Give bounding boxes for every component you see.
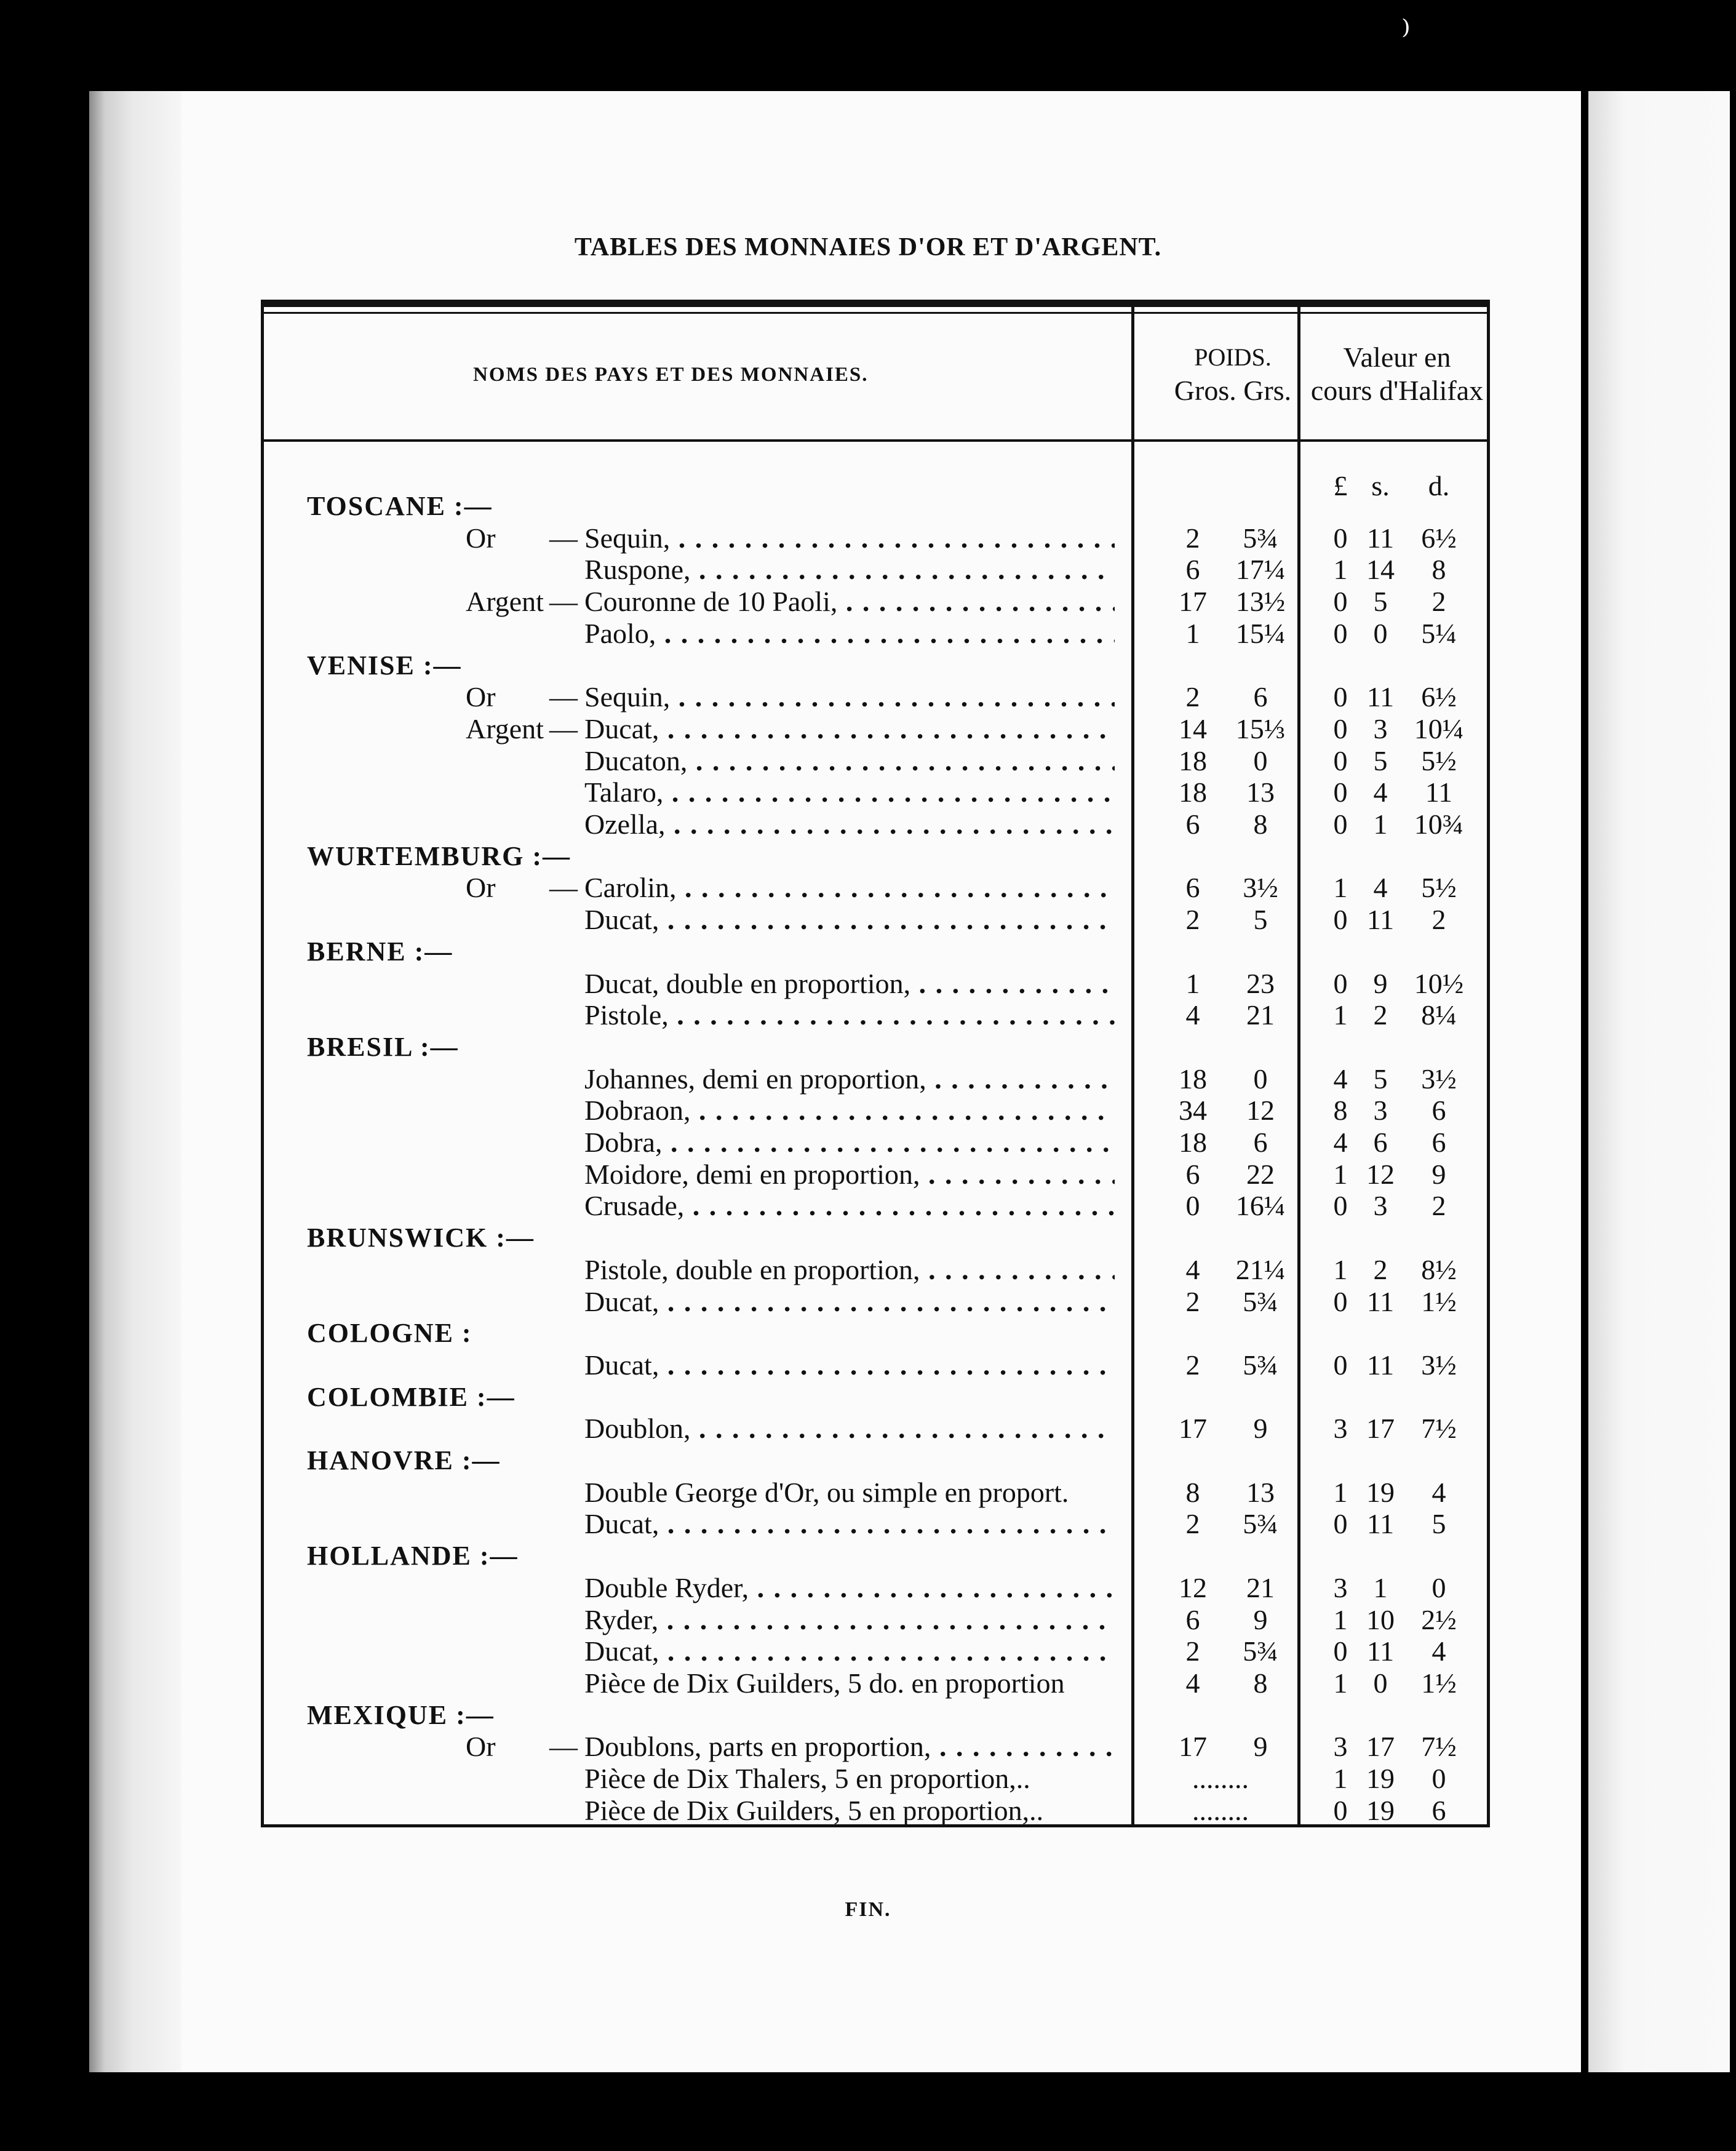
- country-heading-row: [264, 1540, 1493, 1572]
- metal-label: Or: [466, 872, 496, 904]
- weight-gros: 1: [1185, 967, 1200, 999]
- value-pounds: 3: [1333, 1731, 1348, 1763]
- weight-grains: 15¼: [1235, 617, 1286, 649]
- header-rule: [264, 439, 1487, 442]
- weight-grains: 5¾: [1243, 1285, 1278, 1317]
- weight-grains: 3½: [1243, 872, 1278, 904]
- value-pence: 5½: [1421, 872, 1457, 904]
- metal-dash: —: [549, 522, 578, 554]
- value-pence: 6: [1431, 1095, 1446, 1127]
- value-pence: 3½: [1421, 1349, 1457, 1381]
- coin-name: Dobra, . . .: [584, 1127, 1115, 1159]
- coin-name: Ducaton, . . .: [584, 745, 1115, 777]
- table-row: [264, 745, 1493, 777]
- value-pence: 10½: [1414, 967, 1464, 999]
- value-pence: 8: [1431, 554, 1446, 586]
- value-shillings: 17: [1366, 1731, 1395, 1763]
- table-row: [264, 904, 1493, 936]
- weight-dots: ........: [1192, 1794, 1249, 1826]
- value-shillings: 19: [1366, 1476, 1395, 1508]
- weight-grains: 21¼: [1235, 1253, 1286, 1285]
- coin-name: Double George d'Or, ou simple en proport.: [584, 1476, 1069, 1508]
- weight-grains: 5¾: [1243, 1508, 1278, 1540]
- value-pence: 5¼: [1421, 617, 1457, 649]
- weight-grains: 0: [1253, 744, 1268, 776]
- weight-gros: 4: [1185, 1667, 1200, 1699]
- country-heading-row: [264, 1317, 1493, 1349]
- value-pounds: 1: [1333, 1476, 1348, 1508]
- value-pounds: 0: [1333, 1794, 1348, 1826]
- table-row: [264, 618, 1493, 650]
- weight-gros: 2: [1185, 522, 1200, 554]
- adjacent-page-edge: [1588, 91, 1730, 2072]
- table-row: [264, 586, 1493, 618]
- value-pounds: 1: [1333, 1253, 1348, 1285]
- value-shillings: 12: [1366, 1158, 1395, 1190]
- value-shillings: 5: [1373, 586, 1388, 618]
- value-pence: 10¼: [1414, 712, 1464, 744]
- weight-grains: 12: [1246, 1095, 1275, 1127]
- value-shillings: 11: [1366, 522, 1395, 554]
- table-row: [264, 1763, 1493, 1795]
- weight-gros: 14: [1179, 712, 1207, 744]
- table-row: [264, 1413, 1493, 1445]
- weight-grains: 9: [1253, 1413, 1268, 1445]
- metal-dash: —: [549, 1731, 578, 1763]
- value-pounds: 0: [1333, 967, 1348, 999]
- table-row: [264, 968, 1493, 1000]
- value-pence: 6½: [1421, 522, 1457, 554]
- value-pence: 10¾: [1414, 808, 1464, 840]
- value-shillings: 3: [1373, 1095, 1388, 1127]
- value-shillings: 1: [1373, 808, 1388, 840]
- weight-gros: 2: [1185, 1285, 1200, 1317]
- value-pence: 9: [1431, 1158, 1446, 1190]
- country-name: VENISE :—: [307, 650, 462, 680]
- header-valeur: [1305, 341, 1489, 407]
- weight-grains: 8: [1253, 1667, 1268, 1699]
- country-name: COLOMBIE :—: [307, 1381, 516, 1412]
- weight-gros: 6: [1185, 872, 1200, 904]
- value-pounds: 3: [1333, 1571, 1348, 1603]
- metal-label: Or: [466, 1731, 496, 1763]
- country-heading-row: [264, 490, 1493, 522]
- coin-name: Talaro, . . .: [584, 776, 1115, 808]
- footer-fin: FIN.: [845, 1898, 891, 1921]
- weight-grains: 9: [1253, 1603, 1268, 1635]
- metal-label: Argent: [466, 712, 544, 744]
- value-shillings: 1: [1373, 1571, 1388, 1603]
- table-row: [264, 1349, 1493, 1381]
- value-pounds: 0: [1333, 681, 1348, 713]
- coin-name: Double Ryder, . . .: [584, 1572, 1115, 1604]
- value-pence: 4: [1431, 1635, 1446, 1667]
- value-shillings: 11: [1366, 1635, 1395, 1667]
- value-pounds: 0: [1333, 808, 1348, 840]
- value-shillings: 5: [1373, 1063, 1388, 1095]
- table-row: [264, 1063, 1493, 1095]
- value-shillings: 4: [1373, 776, 1388, 808]
- header-countries: NOMS DES PAYS ET DES MONNAIES.: [473, 364, 869, 386]
- value-pounds: 8: [1333, 1095, 1348, 1127]
- table-row: [264, 808, 1493, 840]
- value-shillings: 11: [1366, 1508, 1395, 1540]
- weight-gros: 18: [1179, 1127, 1207, 1158]
- coin-name: Crusade, . . .: [584, 1190, 1115, 1222]
- value-pounds: 0: [1333, 744, 1348, 776]
- weight-grains: 5: [1253, 904, 1268, 936]
- weight-grains: 6: [1253, 681, 1268, 713]
- weight-grains: 0: [1253, 1063, 1268, 1095]
- table-row: [264, 1477, 1493, 1509]
- header-poids-title: POIDS.: [1194, 343, 1272, 371]
- weight-grains: 5¾: [1243, 1349, 1278, 1381]
- shillings-symbol: s.: [1371, 470, 1390, 501]
- country-heading-row: [264, 1222, 1493, 1254]
- table-row: [264, 554, 1493, 586]
- value-pence: 3½: [1421, 1063, 1457, 1095]
- country-name: BERNE :—: [307, 936, 453, 967]
- value-pounds: 3: [1333, 1413, 1348, 1445]
- value-shillings: 4: [1373, 872, 1388, 904]
- country-heading-row: [264, 1031, 1493, 1063]
- coin-name: Pièce de Dix Guilders, 5 do. en proportion: [584, 1667, 1065, 1699]
- weight-grains: 15⅓: [1235, 712, 1286, 744]
- country-heading-row: [264, 1699, 1493, 1731]
- value-shillings: 3: [1373, 712, 1388, 744]
- value-pence: 1½: [1421, 1285, 1457, 1317]
- value-pounds: 4: [1333, 1063, 1348, 1095]
- country-name: BRUNSWICK :—: [307, 1223, 535, 1253]
- weight-gros: 4: [1185, 1253, 1200, 1285]
- value-pounds: 1: [1333, 1667, 1348, 1699]
- table-row: [264, 1286, 1493, 1318]
- table-row: [264, 776, 1493, 808]
- value-pence: 5½: [1421, 744, 1457, 776]
- value-pounds: 1: [1333, 1763, 1348, 1794]
- weight-gros: 17: [1179, 1731, 1207, 1763]
- coin-table: [261, 300, 1490, 1827]
- value-shillings: 19: [1366, 1794, 1395, 1826]
- country-name: HANOVRE :—: [307, 1445, 501, 1475]
- table-row: [264, 1635, 1493, 1667]
- value-shillings: 0: [1373, 617, 1388, 649]
- weight-grains: 8: [1253, 808, 1268, 840]
- weight-gros: 4: [1185, 999, 1200, 1031]
- country-name: MEXIQUE :—: [307, 1699, 495, 1730]
- coin-name: Sequin, . . .: [584, 522, 1115, 554]
- weight-gros: 8: [1185, 1476, 1200, 1508]
- header-poids-units: Gros. Grs.: [1174, 375, 1292, 406]
- value-pence: 4: [1431, 1476, 1446, 1508]
- value-pence: 8½: [1421, 1253, 1457, 1285]
- weight-gros: 2: [1185, 1508, 1200, 1540]
- value-pounds: 0: [1333, 586, 1348, 618]
- weight-grains: 22: [1246, 1158, 1275, 1190]
- value-pounds: 0: [1333, 617, 1348, 649]
- page-gutter-shadow: [89, 91, 181, 2072]
- metal-label: Or: [466, 681, 496, 713]
- coin-name: Ozella, . . .: [584, 808, 1115, 840]
- table-row: [264, 1731, 1493, 1763]
- header-valeur-title: Valeur en: [1343, 341, 1451, 373]
- metal-dash: —: [549, 586, 578, 618]
- coin-name: Paolo, . . .: [584, 618, 1115, 650]
- weight-gros: 6: [1185, 1603, 1200, 1635]
- weight-gros: 2: [1185, 1635, 1200, 1667]
- weight-grains: 21: [1246, 1571, 1275, 1603]
- coin-name: Ruspone, . . .: [584, 554, 1115, 586]
- country-heading-row: [264, 936, 1493, 968]
- value-pence: 7½: [1421, 1413, 1457, 1445]
- table-row: [264, 1508, 1493, 1540]
- pounds-symbol: £: [1333, 470, 1348, 501]
- weight-gros: 18: [1179, 744, 1207, 776]
- value-shillings: 19: [1366, 1763, 1395, 1794]
- value-pence: 2: [1431, 586, 1446, 618]
- weight-grains: 23: [1246, 967, 1275, 999]
- country-heading-row: [264, 650, 1493, 682]
- weight-gros: 0: [1185, 1190, 1200, 1222]
- value-pence: 8¼: [1421, 999, 1457, 1031]
- weight-gros: 2: [1185, 681, 1200, 713]
- weight-grains: 13: [1246, 776, 1275, 808]
- value-shillings: 2: [1373, 999, 1388, 1031]
- coin-name: Doublons, parts en proportion, . . .: [584, 1731, 1115, 1763]
- table-row: [264, 872, 1493, 904]
- table-row: [264, 681, 1493, 713]
- value-pence: 11: [1425, 776, 1453, 808]
- value-shillings: 2: [1373, 1253, 1388, 1285]
- weight-gros: 2: [1185, 904, 1200, 936]
- value-shillings: 0: [1373, 1667, 1388, 1699]
- weight-grains: 9: [1253, 1731, 1268, 1763]
- value-shillings: 5: [1373, 744, 1388, 776]
- coin-name: Moidore, demi en proportion, . . .: [584, 1159, 1115, 1191]
- coin-name: Ryder, . . .: [584, 1604, 1115, 1636]
- country-heading-row: [264, 1381, 1493, 1413]
- weight-grains: 13½: [1235, 586, 1286, 618]
- weight-grains: 5¾: [1243, 522, 1278, 554]
- value-pence: 6: [1431, 1794, 1446, 1826]
- coin-name: Sequin, . . .: [584, 681, 1115, 713]
- value-pounds: 4: [1333, 1127, 1348, 1158]
- value-pounds: 0: [1333, 1190, 1348, 1222]
- table-row: [264, 999, 1493, 1031]
- country-name: BRESIL :—: [307, 1031, 459, 1062]
- value-pounds: 1: [1333, 872, 1348, 904]
- value-shillings: 3: [1373, 1190, 1388, 1222]
- value-pounds: 0: [1333, 776, 1348, 808]
- metal-dash: —: [549, 712, 578, 744]
- country-heading-row: [264, 840, 1493, 872]
- table-row: [264, 1095, 1493, 1127]
- coin-name: Ducat, . . .: [584, 904, 1115, 936]
- weight-gros: 12: [1179, 1571, 1207, 1603]
- coin-name: Pièce de Dix Guilders, 5 en proportion,..: [584, 1794, 1044, 1826]
- value-shillings: 11: [1366, 1349, 1395, 1381]
- table-row: [264, 1604, 1493, 1636]
- table-row: [264, 1667, 1493, 1699]
- coin-name: Carolin, . . .: [584, 872, 1115, 904]
- value-shillings: 11: [1366, 1285, 1395, 1317]
- weight-gros: 6: [1185, 808, 1200, 840]
- value-pounds: 0: [1333, 1508, 1348, 1540]
- header-valeur-subtitle: cours d'Halifax: [1310, 375, 1484, 406]
- value-shillings: 11: [1366, 904, 1395, 936]
- value-pence: 2½: [1421, 1603, 1457, 1635]
- weight-gros: 6: [1185, 554, 1200, 586]
- value-pounds: 0: [1333, 904, 1348, 936]
- coin-name: Dobraon, . . .: [584, 1095, 1115, 1127]
- table-row: [264, 1572, 1493, 1604]
- weight-grains: 6: [1253, 1127, 1268, 1158]
- value-pounds: 1: [1333, 1158, 1348, 1190]
- coin-name: Pistole, double en proportion, . . .: [584, 1254, 1115, 1286]
- weight-grains: 17¼: [1235, 554, 1286, 586]
- coin-name: Ducat, . . .: [584, 713, 1115, 745]
- value-pence: 0: [1431, 1763, 1446, 1794]
- coin-name: Ducat, . . .: [584, 1286, 1115, 1318]
- value-pounds: 0: [1333, 712, 1348, 744]
- page-title: TABLES DES MONNAIES D'OR ET D'ARGENT.: [574, 233, 1162, 261]
- metal-label: Or: [466, 522, 496, 554]
- country-name: TOSCANE :—: [307, 491, 493, 521]
- value-pounds: 1: [1333, 1603, 1348, 1635]
- weight-grains: 21: [1246, 999, 1275, 1031]
- coin-name: Ducat, . . .: [584, 1349, 1115, 1381]
- weight-gros: 6: [1185, 1158, 1200, 1190]
- table-row: [264, 1190, 1493, 1222]
- coin-name: Pistole, . . .: [584, 999, 1115, 1031]
- country-name: HOLLANDE :—: [307, 1541, 519, 1571]
- coin-name: Johannes, demi en proportion, . . .: [584, 1063, 1115, 1095]
- value-shillings: 14: [1366, 554, 1395, 586]
- country-name: WURTEMBURG :—: [307, 840, 571, 871]
- weight-gros: 18: [1179, 776, 1207, 808]
- weight-gros: 34: [1179, 1095, 1207, 1127]
- header-poids: [1147, 341, 1319, 407]
- table-row: [264, 1159, 1493, 1191]
- pence-symbol: d.: [1428, 470, 1450, 501]
- value-shillings: 17: [1366, 1413, 1395, 1445]
- weight-grains: 13: [1246, 1476, 1275, 1508]
- value-pounds: 1: [1333, 554, 1348, 586]
- weight-gros: 2: [1185, 1349, 1200, 1381]
- scan-mark: ⁾: [1401, 12, 1411, 55]
- weight-grains: 5¾: [1243, 1635, 1278, 1667]
- table-row: [264, 522, 1493, 554]
- value-pence: 6: [1431, 1127, 1446, 1158]
- table-row: [264, 1795, 1493, 1827]
- metal-dash: —: [549, 872, 578, 904]
- coin-name: Ducat, double en proportion, . . .: [584, 968, 1115, 1000]
- weight-dots: ........: [1192, 1763, 1249, 1794]
- table-row: [264, 713, 1493, 745]
- weight-grains: 16¼: [1235, 1190, 1286, 1222]
- metal-dash: —: [549, 681, 578, 713]
- value-pounds: 1: [1333, 999, 1348, 1031]
- weight-gros: 17: [1179, 586, 1207, 618]
- weight-gros: 1: [1185, 617, 1200, 649]
- coin-name: Doublon, . . .: [584, 1413, 1115, 1445]
- metal-label: Argent: [466, 586, 544, 618]
- value-pounds: 0: [1333, 522, 1348, 554]
- value-shillings: 10: [1366, 1603, 1395, 1635]
- country-heading-row: [264, 1445, 1493, 1477]
- value-shillings: 6: [1373, 1127, 1388, 1158]
- table-row: [264, 1127, 1493, 1159]
- weight-gros: 18: [1179, 1063, 1207, 1095]
- value-pence: 7½: [1421, 1731, 1457, 1763]
- value-pounds: 0: [1333, 1285, 1348, 1317]
- value-shillings: 11: [1366, 681, 1395, 713]
- coin-name: Pièce de Dix Thalers, 5 en proportion,..: [584, 1763, 1030, 1794]
- value-pence: 2: [1431, 1190, 1446, 1222]
- value-pounds: 0: [1333, 1635, 1348, 1667]
- value-pence: 5: [1431, 1508, 1446, 1540]
- value-shillings: 9: [1373, 967, 1388, 999]
- value-pence: 2: [1431, 904, 1446, 936]
- coin-name: Ducat, . . .: [584, 1508, 1115, 1540]
- coin-name: Couronne de 10 Paoli, . . .: [584, 586, 1115, 618]
- value-pence: 0: [1431, 1571, 1446, 1603]
- value-pence: 6½: [1421, 681, 1457, 713]
- value-pounds: 0: [1333, 1349, 1348, 1381]
- value-pence: 1½: [1421, 1667, 1457, 1699]
- table-row: [264, 1254, 1493, 1286]
- weight-gros: 17: [1179, 1413, 1207, 1445]
- country-name: COLOGNE :: [307, 1318, 472, 1349]
- coin-name: Ducat, . . .: [584, 1635, 1115, 1667]
